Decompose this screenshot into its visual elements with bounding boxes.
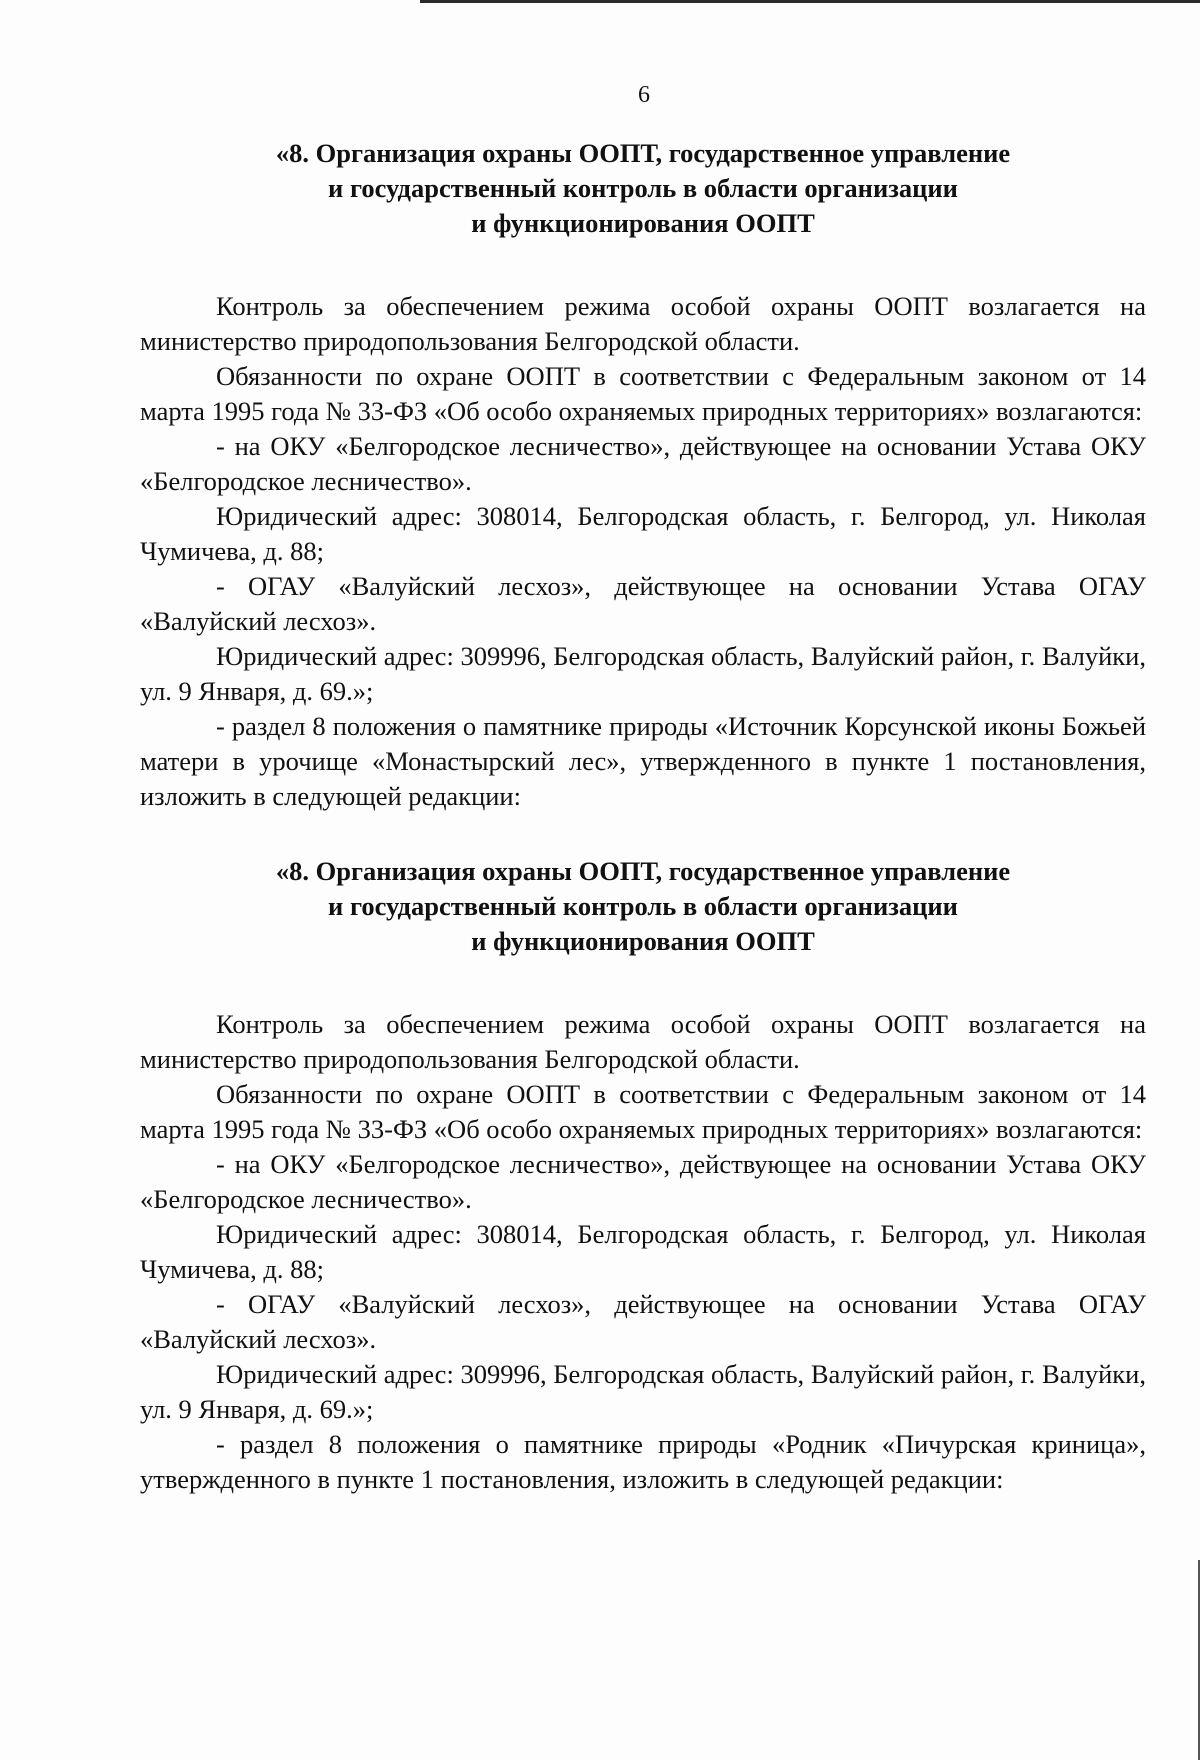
heading-line: и функционирования ООПТ bbox=[471, 926, 815, 956]
paragraph: - раздел 8 положения о памятнике природы «Источник Корсунской иконы Божьей матери в урочище «Монастырский лес», утвержденного в пункте 1 постановления, изложить в следующей редакции: bbox=[140, 711, 1146, 811]
paragraph: - ОГАУ «Валуйский лесхоз», действующее на основании Устава ОГАУ «Валуйский лесхоз». bbox=[140, 571, 1146, 636]
paragraph: Обязанности по охране ООПТ в соответствии с Федеральным законом от 14 марта 1995 года № 33-ФЗ «Об особо охраняемых природных территориях» возлагаются: bbox=[140, 1079, 1146, 1144]
paragraph: Юридический адрес: 308014, Белгородская область, г. Белгород, ул. Николая Чумичева, д. 88; bbox=[140, 1219, 1146, 1284]
paragraph: - ОГАУ «Валуйский лесхоз», действующее на основании Устава ОГАУ «Валуйский лесхоз». bbox=[140, 1289, 1146, 1354]
page-number: 6 bbox=[638, 82, 650, 108]
paragraph: Юридический адрес: 309996, Белгородская область, Валуйский район, г. Валуйки, ул. 9 Января, д. 69.»; bbox=[140, 641, 1146, 706]
paragraph: Контроль за обеспечением режима особой охраны ООПТ возлагается на министерство природопользования Белгородской области. bbox=[140, 291, 1146, 356]
heading-line: «8. Организация охраны ООПТ, государственное управление bbox=[275, 138, 1011, 168]
paragraph: Обязанности по охране ООПТ в соответствии с Федеральным законом от 14 марта 1995 года № 33-ФЗ «Об особо охраняемых природных территориях» возлагаются: bbox=[140, 361, 1146, 426]
heading-line: и государственный контроль в области организации bbox=[328, 173, 958, 203]
section-heading bbox=[140, 854, 1146, 959]
scan-edge-top bbox=[420, 0, 1200, 3]
paragraph: Контроль за обеспечением режима особой охраны ООПТ возлагается на министерство природопользования Белгородской области. bbox=[140, 1009, 1146, 1074]
paragraph: - раздел 8 положения о памятнике природы «Родник «Пичурская криница», утвержденного в пункте 1 постановления, изложить в следующей редакции: bbox=[140, 1429, 1146, 1494]
heading-line: и государственный контроль в области организации bbox=[328, 891, 958, 921]
heading-line: «8. Организация охраны ООПТ, государственное управление bbox=[275, 856, 1011, 886]
paragraph: - на ОКУ «Белгородское лесничество», действующее на основании Устава ОКУ «Белгородское лесничество». bbox=[140, 1149, 1146, 1214]
paragraph: Юридический адрес: 308014, Белгородская область, г. Белгород, ул. Николая Чумичева, д. 88; bbox=[140, 501, 1146, 566]
section-heading bbox=[140, 136, 1146, 241]
paragraph: - на ОКУ «Белгородское лесничество», действующее на основании Устава ОКУ «Белгородское лесничество». bbox=[140, 431, 1146, 496]
heading-line: и функционирования ООПТ bbox=[471, 208, 815, 238]
paragraph: Юридический адрес: 309996, Белгородская область, Валуйский район, г. Валуйки, ул. 9 Января, д. 69.»; bbox=[140, 1359, 1146, 1424]
document-body bbox=[140, 136, 1146, 1497]
